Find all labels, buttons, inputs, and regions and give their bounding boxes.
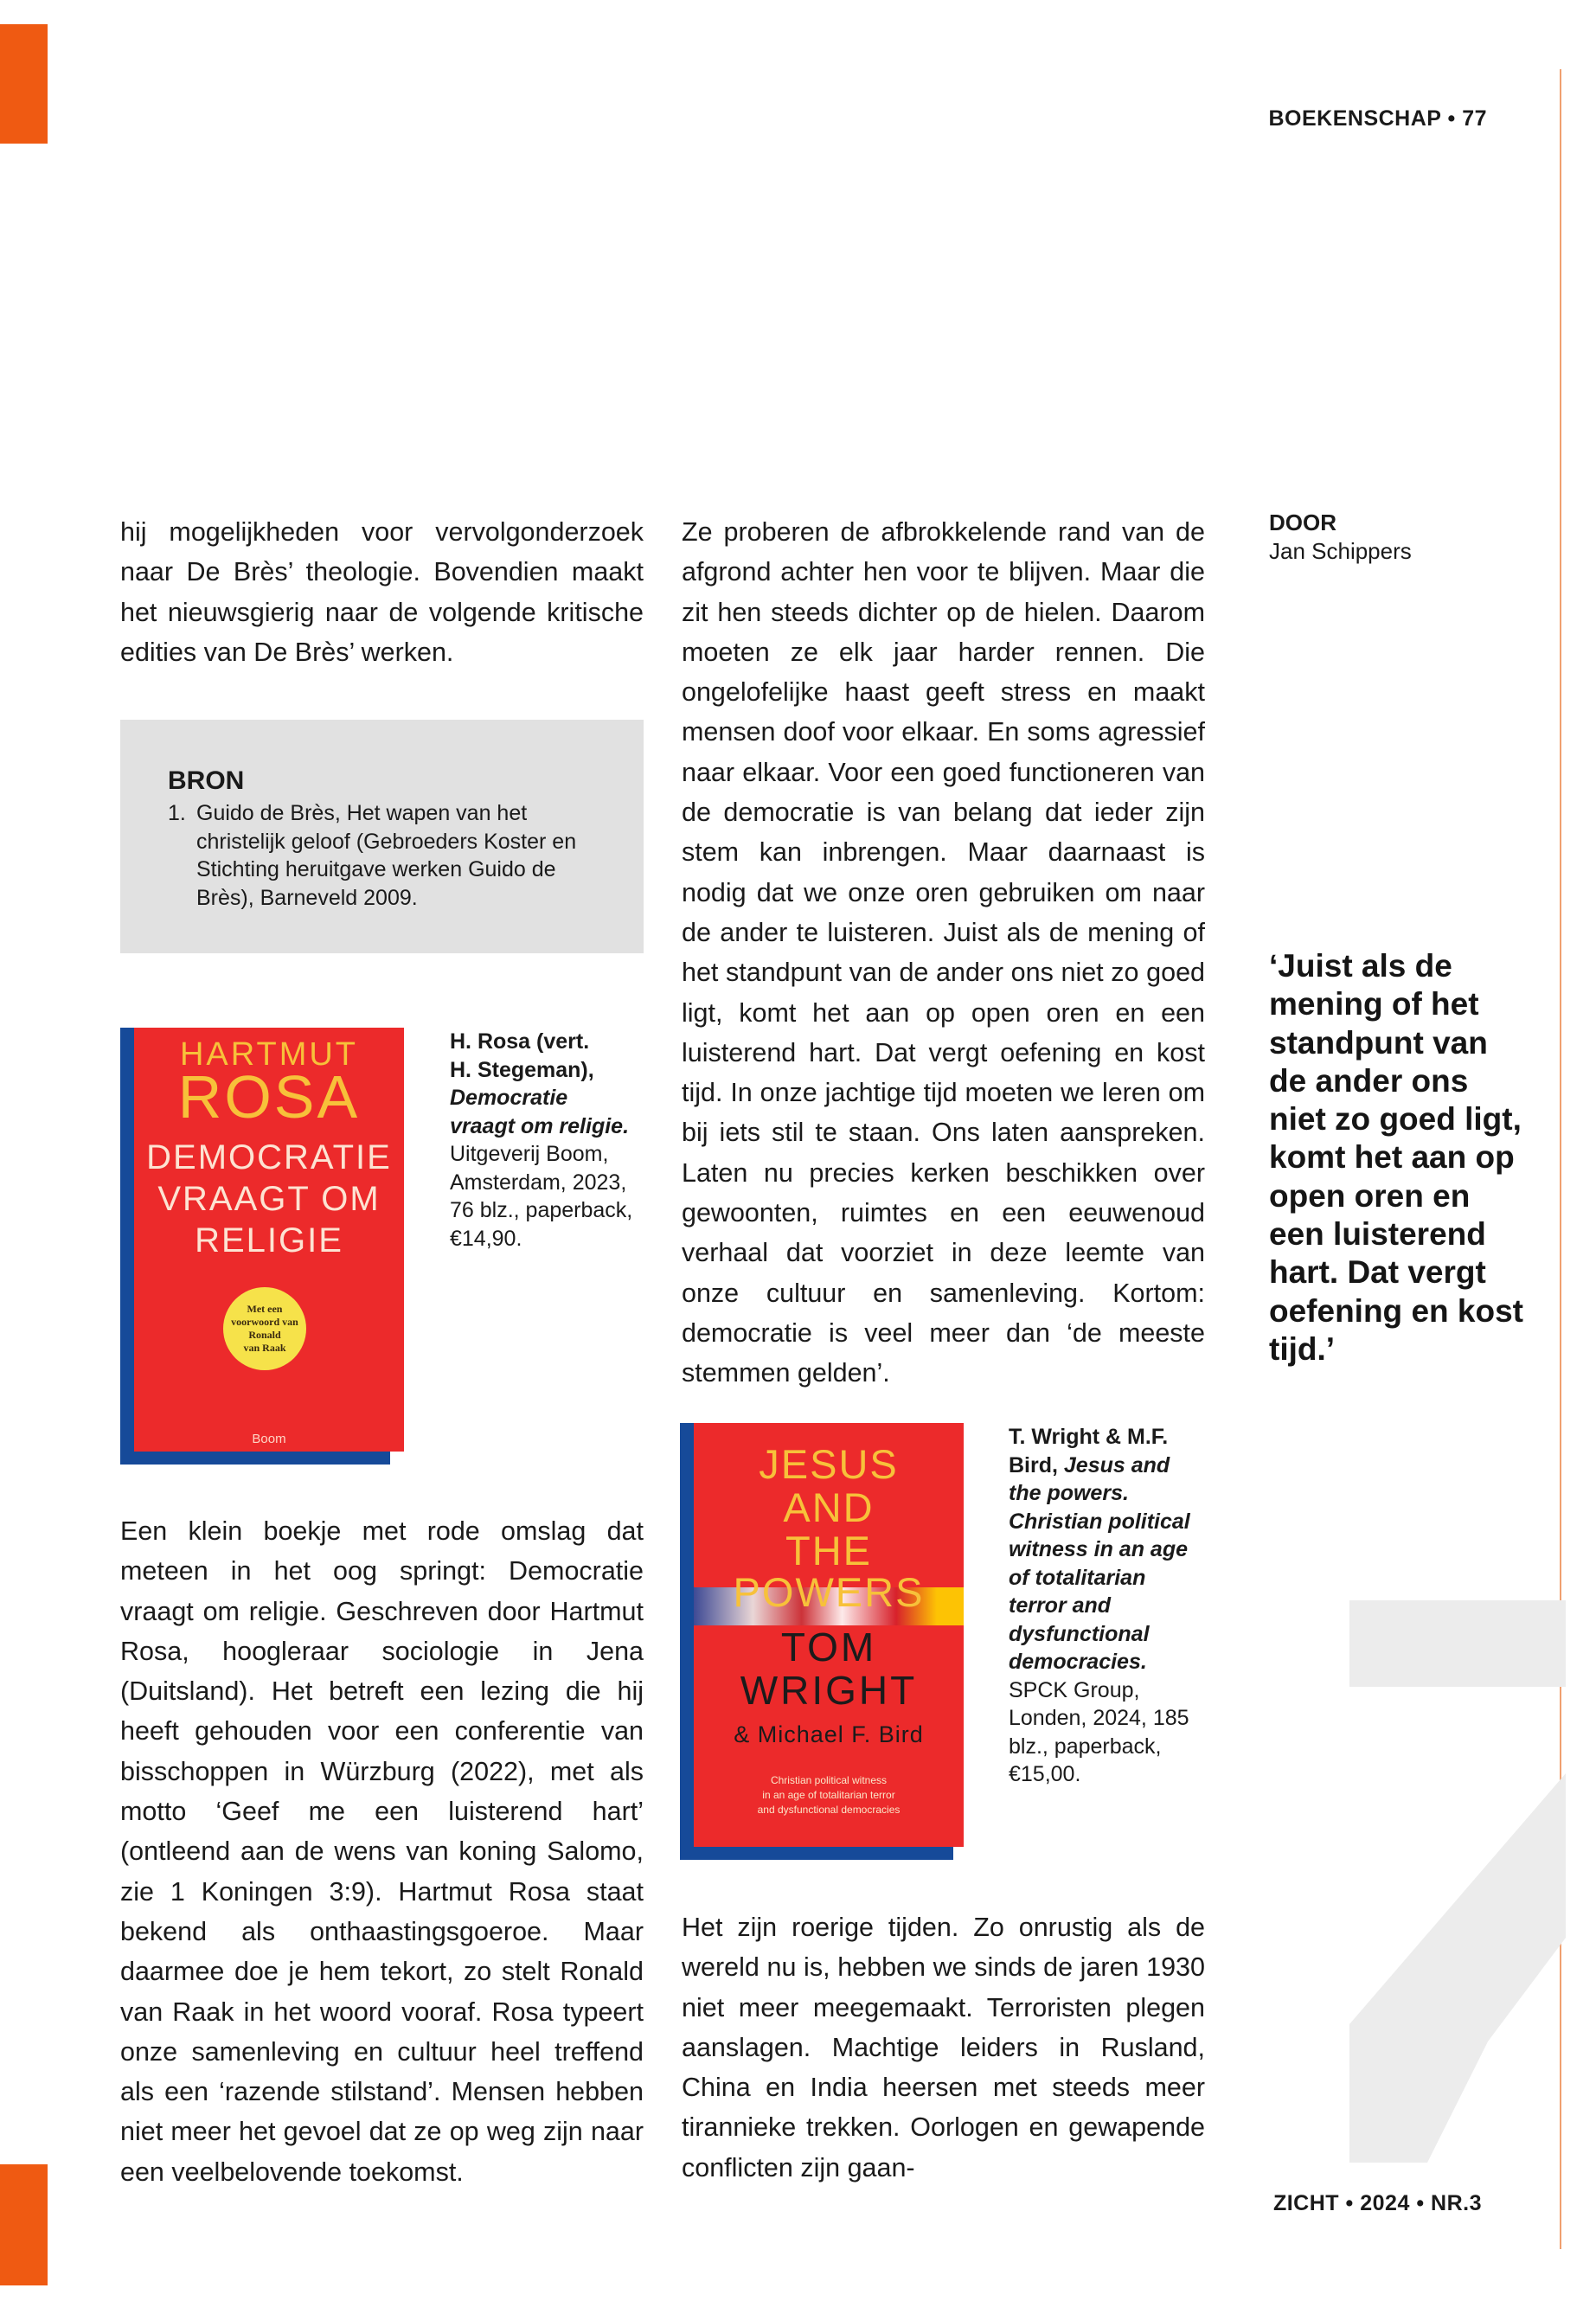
cover-title-line-3: THE <box>785 1528 872 1574</box>
book-cover-jesus-and-the-powers <box>694 1423 964 1847</box>
cover-subtitle: Christian political witness in an age of totalitarian terror and dysfunctional democracies <box>757 1774 901 1816</box>
header-separator: • <box>1447 106 1456 131</box>
source-box-title: BRON <box>168 766 245 795</box>
cover-title-line-2: VRAAGT OM <box>157 1180 381 1218</box>
article-column-2-bottom <box>682 1907 1205 2188</box>
issue-year: 2024 <box>1360 2191 1410 2215</box>
article-column-2-top <box>682 512 1205 1394</box>
pull-quote: ‘Juist als de mening of het standpunt van de ander ons niet zo goed ligt, komt het aan op open oren en een luisterend hart. Dat vergt oefening en kost tijd.’ <box>1269 948 1523 1367</box>
source-item <box>168 799 583 912</box>
book-title: Democratie <box>450 1086 568 1110</box>
cover-title-line-1: DEMOCRATIE <box>146 1138 392 1176</box>
cover-author-first: HARTMUT <box>179 1036 359 1073</box>
cover-publisher: Boom <box>252 1432 286 1446</box>
cover-title-line-3: RELIGIE <box>195 1221 343 1259</box>
section-name: BOEKENSCHAP <box>1268 106 1442 131</box>
byline-author: Jan Schippers <box>1269 538 1412 564</box>
body-paragraph: Het zijn roerige tijden. Zo onrustig als de wereld nu is, hebben we sinds de jaren 1930 niet meer meegemaakt. Terroristen plegen aanslagen. Machtige leiders in Rusland, China en India heersen met steeds meer tirannieke trekken. Oorlogen en gewapende conflicten zijn gaan- <box>682 1913 1205 2182</box>
byline-label: DOOR <box>1269 510 1336 535</box>
body-paragraph: Een klein boekje met rode omslag dat meteen in het oog springt: Democratie vraagt om religie. Geschreven door Hartmut Rosa, hoogleraar sociologie in Jena (Duitsland). Het betreft een lezing die hij heeft gehouden voor een conferentie van bisschoppen in Würzburg (2022), met als motto ‘Geef me een luisterend hart’ (ontleend aan de wens van koning Salomo, zie 1 Koningen 3:9). Hartmut Rosa staat bekend als onthaastingsgoeroe. Maar daarmee doe je hem tekort, zo stelt Ronald van Raak in het woord vooraf. Rosa typeert onze samenleving en cultuur heel treffend als een ‘razende stilstand’. Mensen hebben niet meer het gevoel dat ze op weg zijn naar een veelbelovende toekomst. <box>120 1516 644 2187</box>
issue-number: NR.3 <box>1431 2191 1482 2215</box>
cover-title-line-1: JESUS <box>759 1441 899 1487</box>
cover-author-line-2: WRIGHT <box>740 1668 918 1713</box>
cover-coauthor: & Michael F. Bird <box>734 1721 924 1747</box>
article-column-1-bottom <box>120 1511 644 2192</box>
book-info-jesus-and-the-powers: T. Wright & M.F. Bird, Jesus and the powers. Christian political witness in an age of totalitarian terror and dysfunctional democracies. SPCK Group, Londen, 2024, 185 blz., paperback, €15,00. <box>1009 1425 1190 1786</box>
book-title: Jesus and <box>1063 1452 1170 1477</box>
orange-accent-tab-top <box>0 24 48 144</box>
source-item-text: Guido de Brès, Het wapen van het christelijk geloof (Gebroeders Koster en Stichting heruitgave werken Guido de Brès), Barneveld 2009. <box>196 801 577 910</box>
body-paragraph: hij mogelijkheden voor vervolgonderzoek naar De Brès’ theologie. Bovendien maakt het nieuwsgierig naar de volgende kritische edities van De Brès’ werken. <box>120 517 644 667</box>
running-header <box>1268 106 1487 131</box>
page-number: 77 <box>1462 106 1487 131</box>
article-column-1-top <box>120 512 644 672</box>
body-paragraph: Ze proberen de afbrokkelende rand van de afgrond achter hen voor te blijven. Maar die zit hen steeds dichter op de hielen. Daarom moeten ze elk jaar harder rennen. Die ongelofelijke haast geeft stress en maakt mensen doof voor elkaar. En soms agressief naar elkaar. Voor een goed functioneren van de democratie is van belang dat ieder zijn stem kan inbrengen. Maar daarnaast is nodig dat we onze oren gebruiken om naar de ander te luisteren. Juist als de mening of het standpunt van de ander ons niet zo goed ligt, komt het aan op open oren en een luisterend hart. Dat vergt oefening en kost tijd. In onze jachtige tijd moeten we leren om bij iets stil te staan. Ons laten aanspreken. Laten nu precies kerken beschikken over gewoonten, ruimtes en een eeuwenoud verhaal dat voorziet in deze leemte van onze cultuur en samenleving. Kortom: democratie is veel meer dan ‘de meeste stemmen gelden’. <box>682 517 1205 1388</box>
cover-foreword-badge: Met een voorwoord van Ronald van Raak <box>223 1287 306 1370</box>
cover-author-line-1: TOM <box>780 1625 877 1670</box>
cover-title-line-2: AND <box>783 1484 875 1530</box>
magazine-name: ZICHT <box>1272 2191 1340 2215</box>
book-info-democratie: H. Rosa (vert. H. Stegeman), Democratie vraagt om religie. Uitgeverij Boom, Amsterdam, 2023, 76 blz., paperback, €14,90. <box>450 1028 649 1253</box>
running-footer: ZICHT • 2024 • NR.3 <box>1272 2191 1482 2215</box>
cover-title-line-4: POWERS <box>733 1569 925 1615</box>
source-box <box>120 720 644 953</box>
book-cover-democratie <box>134 1028 404 1452</box>
cover-author-last: ROSA <box>177 1063 361 1131</box>
z-logo-watermark <box>1341 1600 1566 2163</box>
orange-accent-tab-bottom <box>0 2164 48 2285</box>
source-item-number: 1. <box>168 801 186 825</box>
